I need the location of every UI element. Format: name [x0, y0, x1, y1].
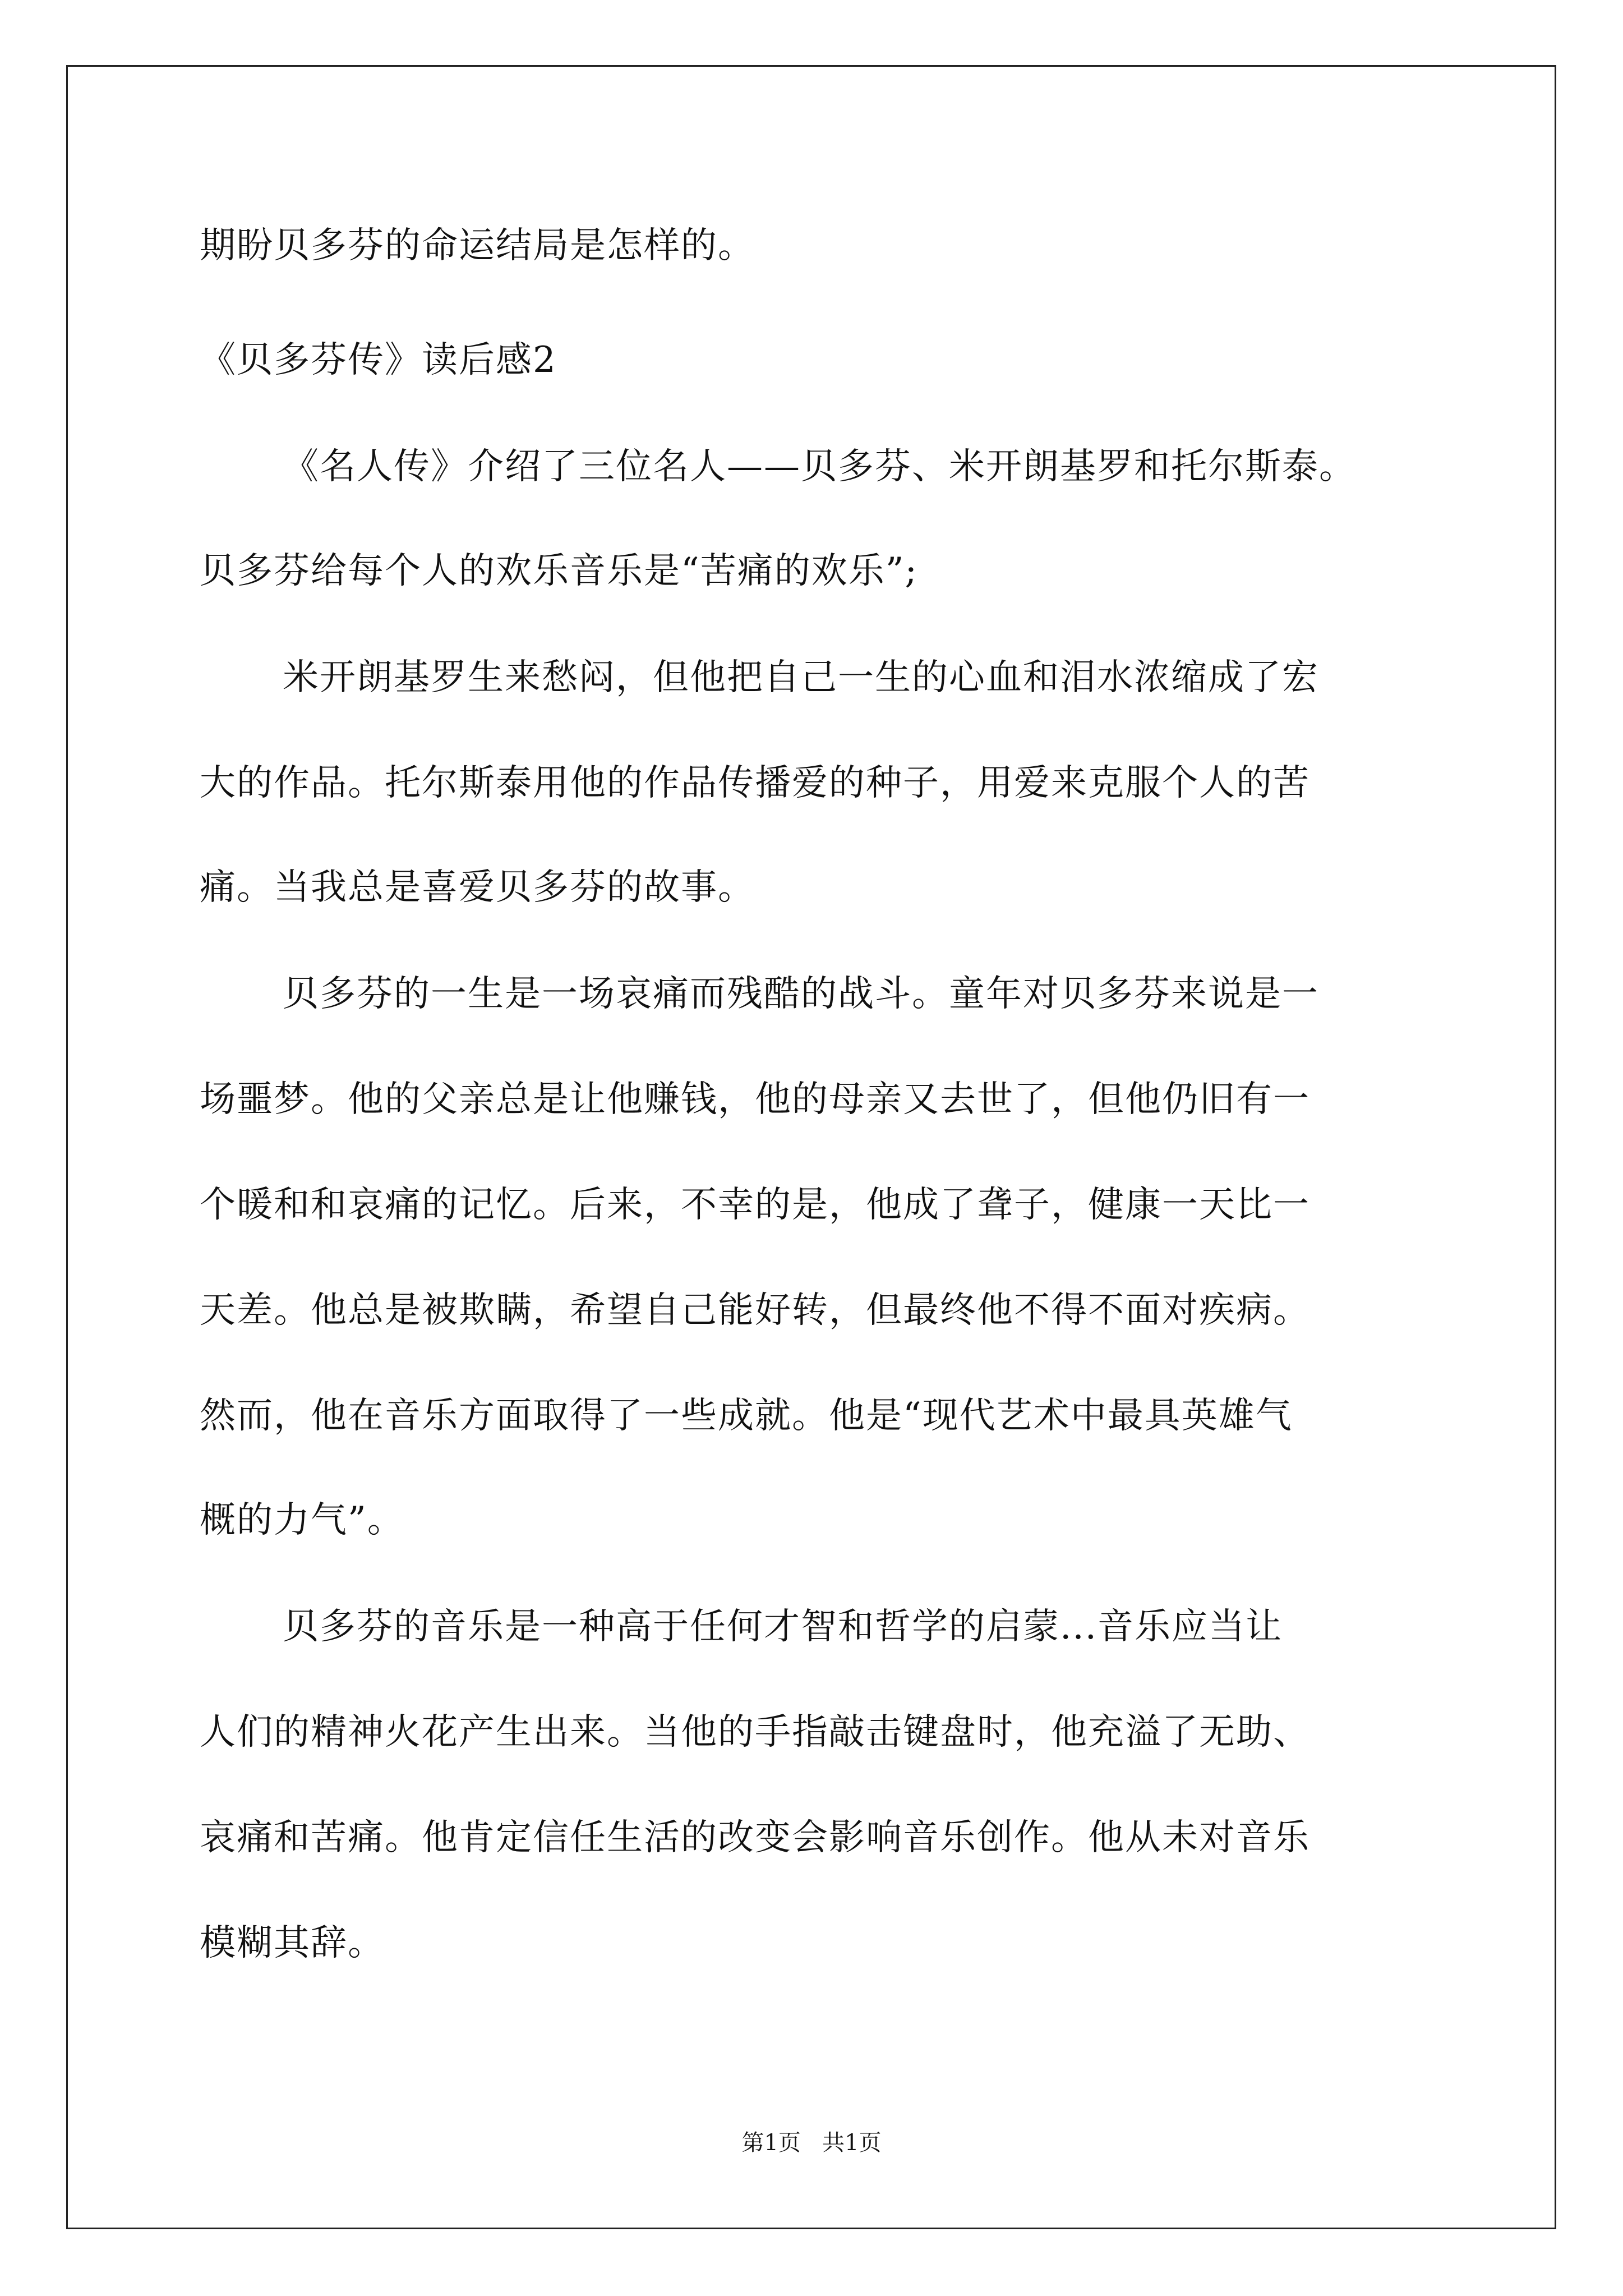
body-line-1: 期盼贝多芬的命运结局是怎样的。 [200, 225, 755, 266]
body-line-13: 概的力气”。 [200, 1499, 404, 1541]
body-line-11: 天差。他总是被欺瞒，希望自己能好转，但最终他不得不面对疾病。 [200, 1290, 1310, 1331]
page-border [66, 65, 1556, 2229]
body-line-12: 然而，他在音乐方面取得了一些成就。他是“现代艺术中最具英雄气 [200, 1395, 1293, 1437]
page-footer: 第1页 共1页 [741, 2130, 882, 2156]
body-line-4: 贝多芬给每个人的欢乐音乐是“苦痛的欢乐”; [200, 550, 918, 592]
body-line-9: 场噩梦。他的父亲总是让他赚钱，他的母亲又去世了，但他仍旧有一 [200, 1079, 1310, 1120]
body-line-17: 模糊其辞。 [200, 1922, 385, 1964]
body-line-3: 《名人传》介绍了三位名人——贝多芬、米开朗基罗和托尔斯泰。 [283, 446, 1356, 487]
body-line-7: 痛。当我总是喜爱贝多芬的故事。 [200, 867, 755, 908]
body-line-5: 米开朗基罗生来愁闷，但他把自己一生的心血和泪水浓缩成了宏 [283, 657, 1319, 698]
body-line-15: 人们的精神火花产生出来。当他的手指敲击键盘时，他充溢了无助、 [200, 1711, 1310, 1753]
section-heading: 《贝多芬传》读后感2 [200, 339, 557, 381]
body-line-16: 哀痛和苦痛。他肯定信任生活的改变会影响音乐创作。他从未对音乐 [200, 1817, 1310, 1858]
body-line-8: 贝多芬的一生是一场哀痛而残酷的战斗。童年对贝多芬来说是一 [283, 973, 1319, 1015]
body-line-6: 大的作品。托尔斯泰用他的作品传播爱的种子，用爱来克服个人的苦 [200, 762, 1310, 804]
body-line-14: 贝多芬的音乐是一种高于任何才智和哲学的启蒙...音乐应当让 [283, 1606, 1283, 1648]
body-line-10: 个暖和和哀痛的记忆。后来，不幸的是，他成了聋子，健康一天比一 [200, 1184, 1310, 1226]
